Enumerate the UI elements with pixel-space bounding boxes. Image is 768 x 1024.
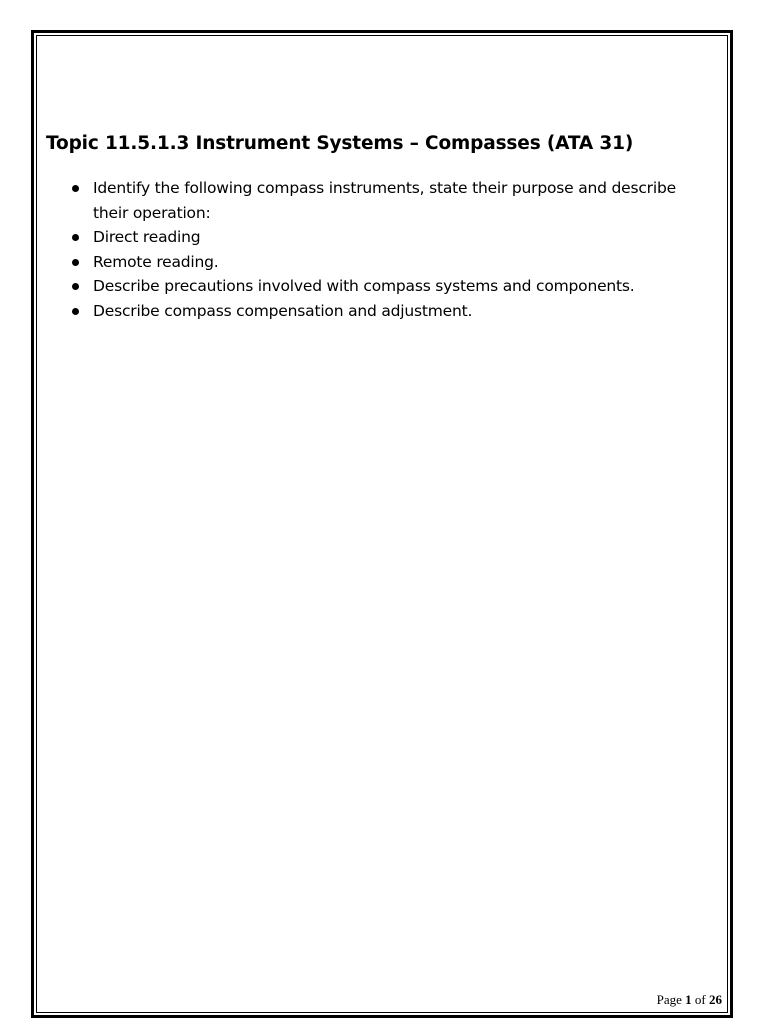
bullet-icon <box>72 308 79 315</box>
objective-text: Describe compass compensation and adjustment. <box>93 301 473 320</box>
objective-text: Describe precautions involved with compass systems and components. <box>93 277 635 295</box>
topic-heading: Topic 11.5.1.3 Instrument Systems – Compasses (ATA 31) <box>46 133 634 154</box>
list-item <box>60 225 700 250</box>
total-pages-number: 26 <box>709 992 722 1007</box>
current-page-number: 1 <box>685 992 692 1007</box>
list-item <box>60 299 700 324</box>
bullet-icon <box>72 283 79 290</box>
bullet-icon <box>72 234 79 241</box>
of-word: of <box>694 992 706 1007</box>
bullet-icon <box>72 185 79 192</box>
list-item <box>60 176 700 225</box>
objective-text: Identify the following compass instruments, state their purpose and describe their operation: <box>93 179 676 222</box>
list-item <box>60 274 700 299</box>
list-item <box>60 250 700 275</box>
objectives-list <box>60 176 700 323</box>
objective-text: Direct reading <box>93 228 201 246</box>
page-word: Page <box>656 992 682 1007</box>
bullet-icon <box>72 259 79 266</box>
page-number-footer <box>657 992 722 1008</box>
objective-text: Remote reading. <box>93 252 219 271</box>
